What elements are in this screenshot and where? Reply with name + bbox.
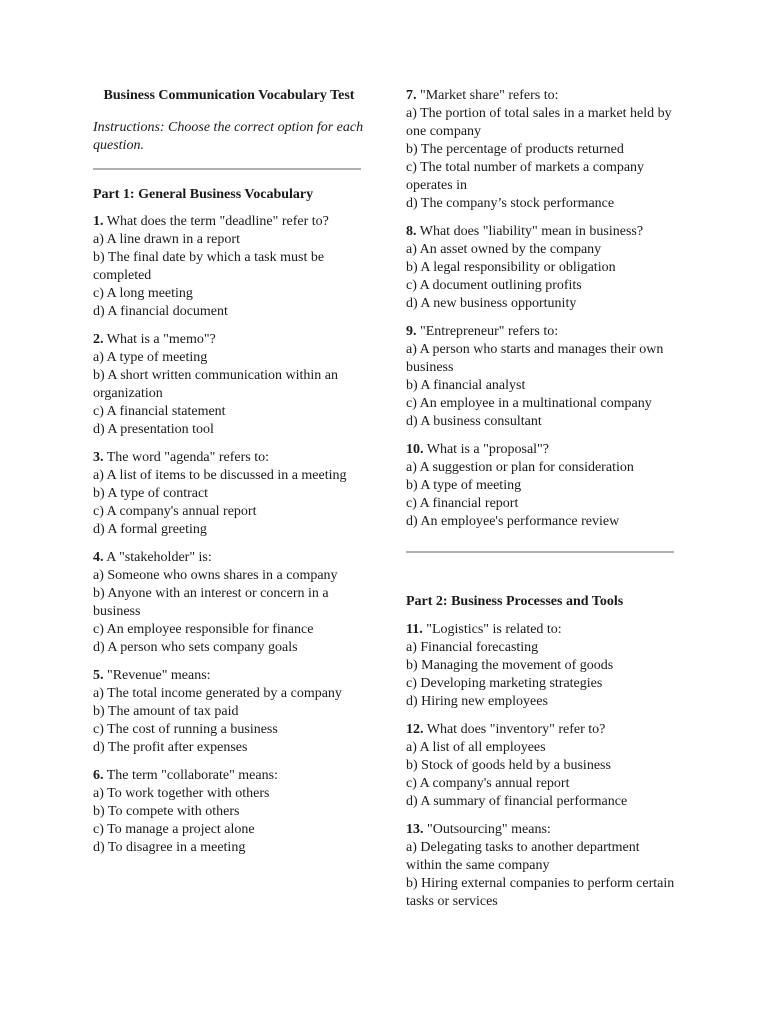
question-10 — [406, 441, 678, 531]
question-text: What is a "proposal"? — [426, 442, 549, 457]
section-title-part2: Part 2: Business Processes and Tools — [406, 594, 624, 609]
question-12 — [406, 721, 678, 811]
section-title-part1: Part 1: General Business Vocabulary — [93, 187, 314, 202]
question-number: 7. — [406, 88, 417, 103]
question-text: "Entrepreneur" refers to: — [420, 324, 559, 339]
answer-option: c) A long meeting — [93, 286, 193, 301]
answer-option: d) A business consultant — [406, 414, 542, 429]
question-8 — [406, 223, 678, 313]
question-3 — [93, 449, 365, 539]
question-text: "Logistics" is related to: — [426, 622, 562, 637]
answer-option: c) A financial statement — [93, 404, 226, 419]
question-11 — [406, 621, 678, 711]
question-text: "Market share" refers to: — [420, 88, 559, 103]
answer-option: a) A line drawn in a report — [93, 232, 240, 247]
question-6 — [93, 767, 365, 857]
answer-option: b) A short written communication within an organization — [93, 368, 338, 401]
answer-option: d) A financial document — [93, 304, 228, 319]
divider — [406, 551, 674, 553]
answer-option: c) To manage a project alone — [93, 822, 255, 837]
answer-option: c) A company's annual report — [93, 504, 257, 519]
answer-option: d) An employee's performance review — [406, 514, 620, 529]
answer-option: d) The profit after expenses — [93, 740, 248, 755]
left-column — [93, 0, 365, 857]
question-1 — [93, 213, 365, 321]
question-text: What does "inventory" refer to? — [426, 722, 606, 737]
answer-option: c) The total number of markets a company operates in — [406, 160, 645, 193]
question-9 — [406, 323, 678, 431]
question-2 — [93, 331, 365, 439]
question-number: 13. — [406, 822, 424, 837]
document-title: Business Communication Vocabulary Test — [103, 88, 355, 103]
answer-option: a) To work together with others — [93, 786, 270, 801]
answer-option: d) A formal greeting — [93, 522, 207, 537]
answer-option: c) Developing marketing strategies — [406, 676, 603, 691]
instructions: Instructions: Choose the correct option for each question. — [93, 120, 364, 153]
answer-option: d) Hiring new employees — [406, 694, 548, 709]
answer-option: a) A list of items to be discussed in a meeting — [93, 468, 347, 483]
answer-option: b) Stock of goods held by a business — [406, 758, 611, 773]
answer-option: c) An employee in a multinational company — [406, 396, 652, 411]
answer-option: a) A list of all employees — [406, 740, 546, 755]
answer-option: b) Anyone with an interest or concern in a business — [93, 586, 329, 619]
question-number: 10. — [406, 442, 424, 457]
answer-option: b) To compete with others — [93, 804, 240, 819]
question-number: 2. — [93, 332, 104, 347]
answer-option: b) The amount of tax paid — [93, 704, 239, 719]
question-number: 3. — [93, 450, 104, 465]
question-text: The word "agenda" refers to: — [106, 450, 270, 465]
answer-option: a) Financial forecasting — [406, 640, 539, 655]
answer-option: b) A financial analyst — [406, 378, 526, 393]
divider — [93, 168, 361, 170]
answer-option: a) Delegating tasks to another department within the same company — [406, 840, 640, 873]
question-text: The term "collaborate" means: — [106, 768, 278, 783]
answer-option: d) A presentation tool — [93, 422, 214, 437]
question-number: 11. — [406, 622, 423, 637]
right-column — [406, 0, 678, 911]
question-text: What is a "memo"? — [106, 332, 216, 347]
question-text: "Outsourcing" means: — [427, 822, 551, 837]
answer-option: c) An employee responsible for finance — [93, 622, 314, 637]
question-number: 8. — [406, 224, 417, 239]
answer-option: a) The portion of total sales in a market held by one company — [406, 106, 672, 139]
answer-option: d) A new business opportunity — [406, 296, 577, 311]
answer-option: d) To disagree in a meeting — [93, 840, 246, 855]
answer-option: a) Someone who owns shares in a company — [93, 568, 338, 583]
question-13 — [406, 821, 678, 911]
question-number: 12. — [406, 722, 424, 737]
question-number: 4. — [93, 550, 104, 565]
question-5 — [93, 667, 365, 757]
answer-option: a) A suggestion or plan for consideration — [406, 460, 634, 475]
answer-option: c) A document outlining profits — [406, 278, 582, 293]
answer-option: c) A financial report — [406, 496, 519, 511]
answer-option: b) A legal responsibility or obligation — [406, 260, 616, 275]
answer-option: d) A person who sets company goals — [93, 640, 298, 655]
answer-option: b) A type of contract — [93, 486, 209, 501]
question-number: 9. — [406, 324, 417, 339]
question-text: What does "liability" mean in business? — [419, 224, 644, 239]
answer-option: b) Managing the movement of goods — [406, 658, 614, 673]
answer-option: c) A company's annual report — [406, 776, 570, 791]
question-text: What does the term "deadline" refer to? — [106, 214, 329, 229]
question-7 — [406, 87, 678, 213]
answer-option: b) A type of meeting — [406, 478, 522, 493]
answer-option: a) A person who starts and manages their own business — [406, 342, 664, 375]
question-text: A "stakeholder" is: — [106, 550, 212, 565]
answer-option: b) The final date by which a task must be completed — [93, 250, 325, 283]
answer-option: d) A summary of financial performance — [406, 794, 628, 809]
answer-option: b) Hiring external companies to perform certain tasks or services — [406, 876, 675, 909]
question-number: 5. — [93, 668, 104, 683]
answer-option: a) The total income generated by a company — [93, 686, 342, 701]
question-text: "Revenue" means: — [107, 668, 211, 683]
answer-option: c) The cost of running a business — [93, 722, 278, 737]
question-number: 6. — [93, 768, 104, 783]
question-4 — [93, 549, 365, 657]
answer-option: b) The percentage of products returned — [406, 142, 624, 157]
answer-option: a) A type of meeting — [93, 350, 208, 365]
answer-option: a) An asset owned by the company — [406, 242, 602, 257]
question-number: 1. — [93, 214, 104, 229]
answer-option: d) The company’s stock performance — [406, 196, 615, 211]
